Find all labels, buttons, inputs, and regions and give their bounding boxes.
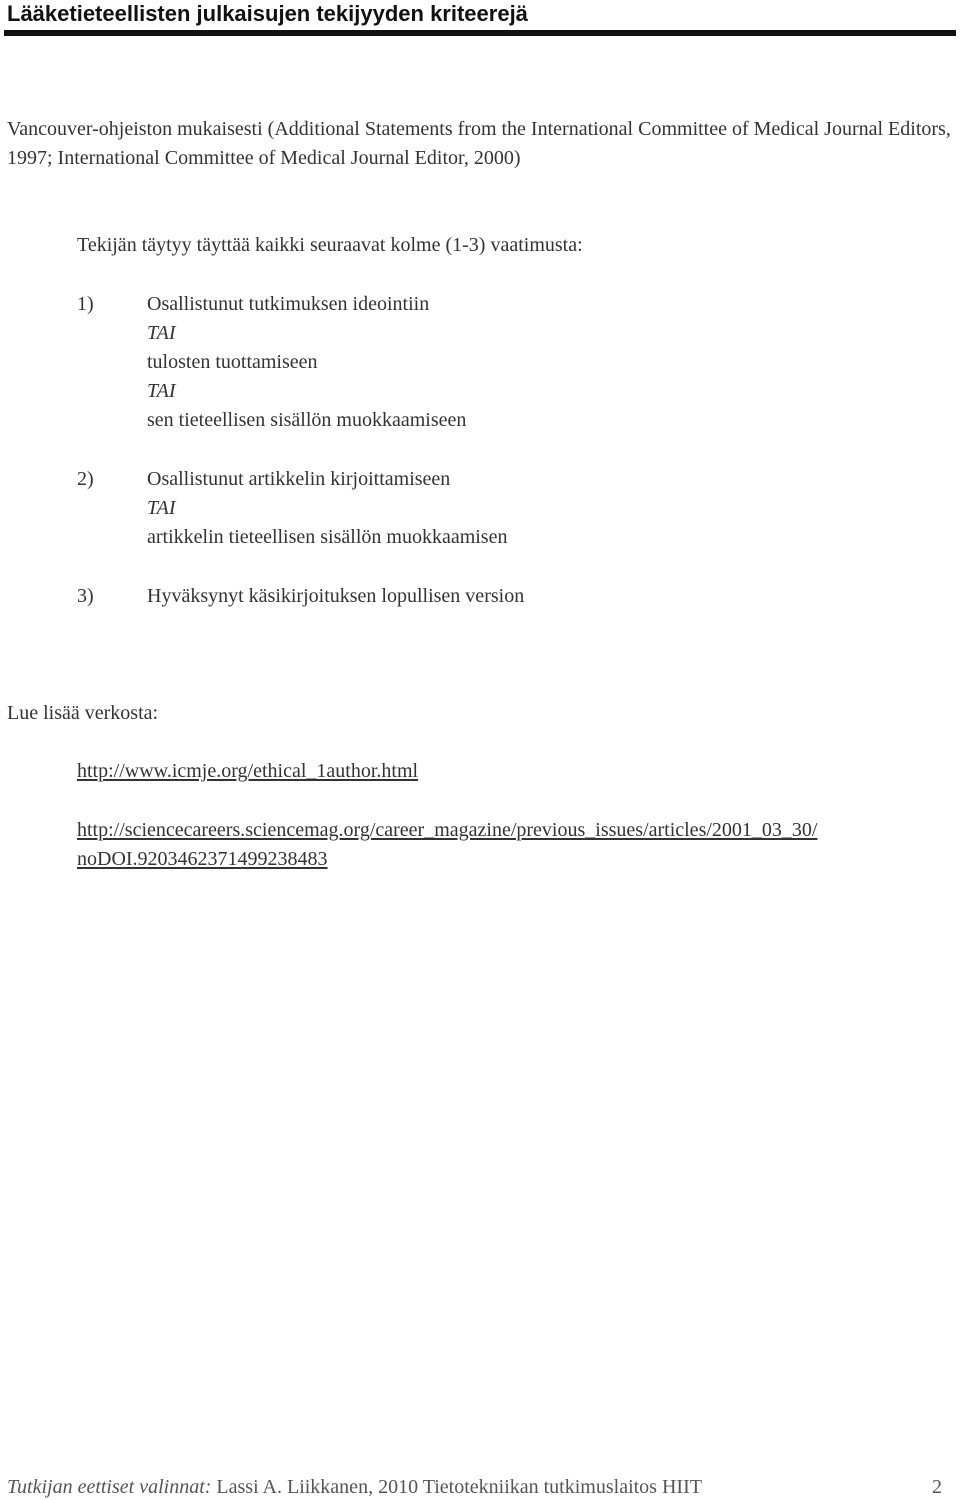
sciencecareers-link[interactable] — [77, 816, 817, 874]
or-separator: TAI — [147, 322, 176, 344]
requirements-lead: Tekijän täytyy täyttää kaikki seuraavat kolme (1-3) vaatimusta: — [77, 234, 583, 256]
footer-label: Tutkijan eettiset valinnat: — [7, 1476, 212, 1498]
icmje-link[interactable] — [77, 757, 418, 786]
criterion-line: tulosten tuottamiseen — [147, 351, 318, 373]
criterion-number: 2) — [77, 468, 94, 490]
or-separator: TAI — [147, 497, 176, 519]
criterion-line: Osallistunut tutkimuksen ideointiin — [147, 293, 430, 315]
criterion-number: 1) — [77, 293, 94, 315]
title-divider — [4, 30, 956, 36]
link-text-continuation: noDOI.9203462371499238483 — [77, 848, 328, 870]
criterion-line: sen tieteellisen sisällön muokkaamiseen — [147, 409, 467, 431]
link-text: http://sciencecareers.sciencemag.org/career_magazine/previous_issues/articles/2001_03_30/ — [77, 819, 818, 841]
criterion-line: artikkelin tieteellisen sisällön muokkaamisen — [147, 526, 508, 548]
page-title: Lääketieteellisten julkaisujen tekijyyden kriteerejä — [7, 1, 528, 26]
link-text: http://www.icmje.org/ethical_1author.html — [77, 760, 419, 782]
read-more-label: Lue lisää verkosta: — [7, 702, 159, 724]
criterion-number: 3) — [77, 585, 94, 607]
intro-paragraph: Vancouver-ohjeiston mukaisesti (Additional Statements from the International Committee of Medical Journal Editors, 1997; International Committee of Medical Journal Editor, 2000) — [7, 118, 951, 169]
criterion-line: Hyväksynyt käsikirjoituksen lopullisen version — [147, 585, 525, 607]
criterion-line: Osallistunut artikkelin kirjoittamiseen — [147, 468, 451, 490]
page-footer — [7, 1474, 942, 1500]
or-separator: TAI — [147, 380, 176, 402]
footer-text: Lassi A. Liikkanen, 2010 Tietotekniikan tutkimuslaitos HIIT — [211, 1476, 702, 1498]
page-number: 2 — [932, 1476, 942, 1498]
